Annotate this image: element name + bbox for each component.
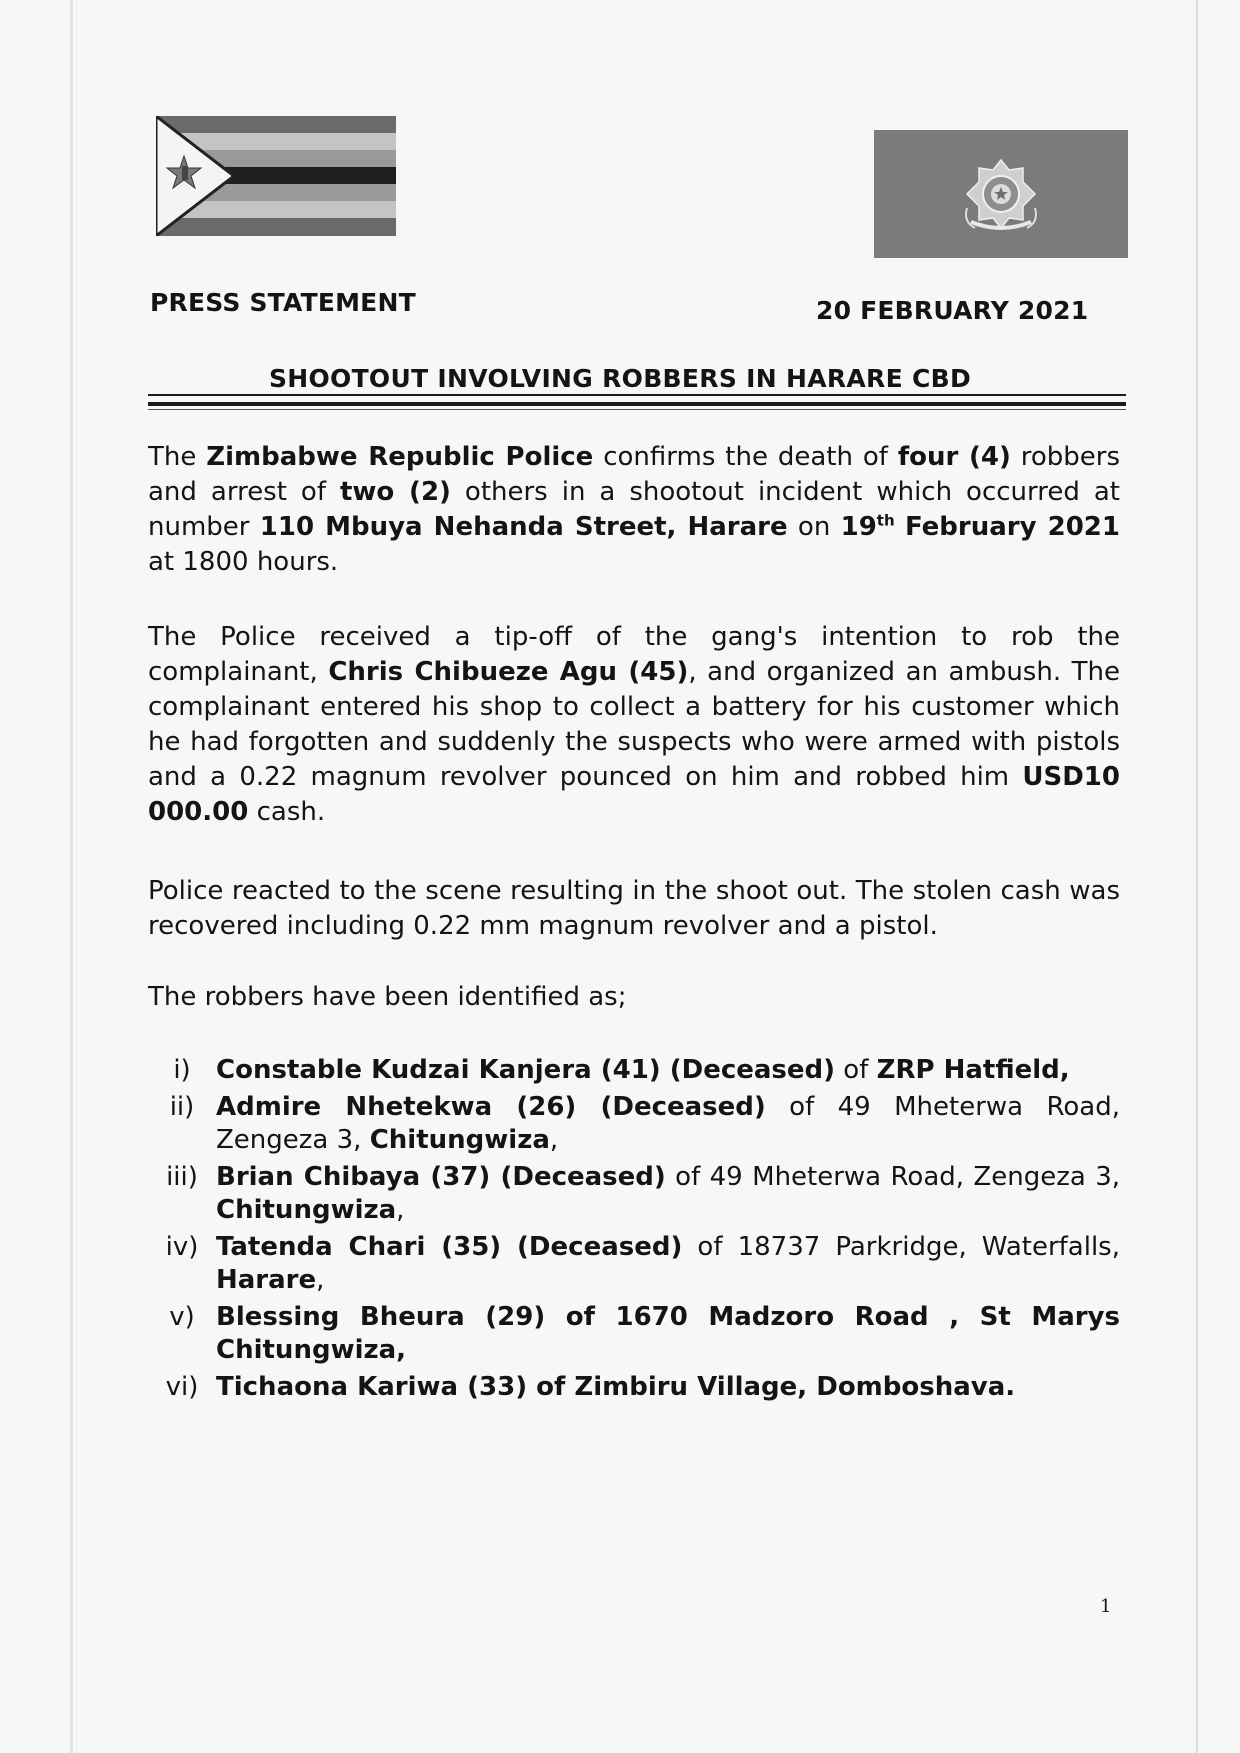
zimbabwe-flag-icon	[156, 116, 396, 236]
title-underline	[148, 394, 1126, 396]
paragraph-list-intro: The robbers have been identified as;	[148, 982, 627, 1012]
list-item: i) Constable Kudzai Kanjera (41) (Deceased) of ZRP Hatfield,	[173, 1055, 1070, 1085]
statement-date: 20 FEBRUARY 2021	[816, 296, 1089, 325]
list-item: vi) Tichaona Kariwa (33) of Zimbiru Village, Domboshava.	[165, 1372, 1016, 1402]
page-number: 1	[1100, 1596, 1112, 1617]
document-title: SHOOTOUT INVOLVING ROBBERS IN HARARE CBD	[268, 364, 972, 393]
page-edge-left-inner	[76, 0, 77, 1753]
page-edge-right	[1196, 0, 1198, 1753]
list-item: ii) Admire Nhetekwa (26) (Deceased) of 49 Mheterwa Road, Zengeza 3, Chitungwiza,	[169, 1092, 1120, 1155]
title-divider-thin	[148, 409, 1126, 410]
zrp-emblem-icon	[874, 130, 1128, 258]
title-divider-thick	[148, 402, 1126, 406]
press-statement-label: PRESS STATEMENT	[150, 288, 416, 317]
page-edge-left	[70, 0, 73, 1753]
paragraph-ambush-details: The Police received a tip-off of the gang's intention to rob the complainant, Chris Chibueze Agu (45), and organized an ambush. The complainant entered his shop to collect a battery for his customer which he had forgotten and suddenly the suspects who were armed with pistols and a 0.22 magnum revolver pounced on him and robbed him USD10 000.00 cash.	[148, 622, 1120, 827]
paragraph-incident-summary: The Zimbabwe Republic Police confirms the death of four (4) robbers and arrest of two (2) others in a shootout incident which occurred at number 110 Mbuya Nehanda Street, Harare on 19th February 2021 at 1800 hours.	[148, 442, 1121, 577]
list-item: v) Blessing Bheura (29) of 1670 Madzoro Road , St Marys Chitungwiza,	[169, 1302, 1120, 1365]
list-item: iii) Brian Chibaya (37) (Deceased) of 49 Mheterwa Road, Zengeza 3, Chitungwiza,	[166, 1162, 1120, 1225]
robbers-list	[148, 1054, 1120, 1408]
paragraph-recovery: Police reacted to the scene resulting in the shoot out. The stolen cash was recovered including 0.22 mm magnum revolver and a pistol.	[148, 876, 1120, 941]
list-item: iv) Tatenda Chari (35) (Deceased) of 18737 Parkridge, Waterfalls, Harare,	[165, 1232, 1120, 1295]
